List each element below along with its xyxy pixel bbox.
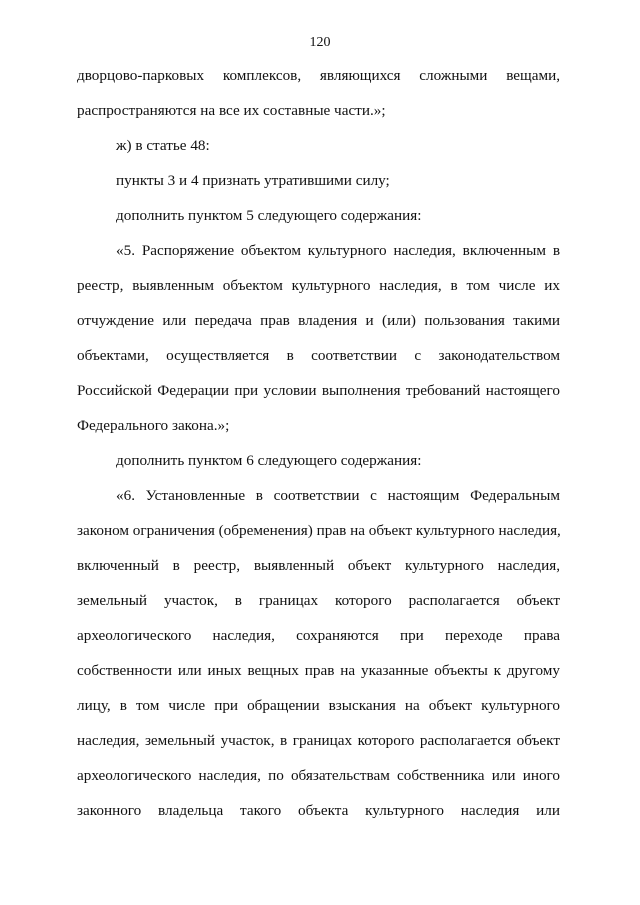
text-line: «6. Установленные в соответствии с настоящим Федеральным	[116, 487, 560, 504]
text-line: лицу, в том числе при обращении взыскания на объект культурного	[77, 697, 560, 714]
text-line: археологического наследия, по обязательствам собственника или иного	[77, 767, 560, 784]
text-line: законом ограничения (обременения) прав на объект культурного наследия,	[77, 522, 561, 539]
text-line: земельный участок, в границах которого располагается объект	[77, 592, 560, 609]
text-line: отчуждение или передача прав владения и (или) пользования такими	[77, 312, 560, 329]
text-line: реестр, выявленным объектом культурного наследия, в том числе их	[77, 277, 560, 294]
page-number: 120	[309, 35, 331, 50]
text-line: дворцово-парковых комплексов, являющихся сложными вещами,	[77, 67, 560, 84]
text-line: объектами, осуществляется в соответствии с законодательством	[77, 347, 560, 364]
text-line: наследия, земельный участок, в границах которого располагается объект	[77, 732, 560, 749]
text-line: Российской Федерации при условии выполнения требований настоящего	[77, 382, 560, 399]
text-line: дополнить пунктом 6 следующего содержания:	[116, 452, 422, 469]
text-line: Федерального закона.»;	[77, 417, 230, 434]
text-line: дополнить пунктом 5 следующего содержания:	[116, 207, 422, 224]
text-line: ж) в статье 48:	[116, 137, 210, 154]
text-line: законного владельца такого объекта культурного наследия или	[77, 802, 560, 819]
text-line: включенный в реестр, выявленный объект культурного наследия,	[77, 557, 560, 574]
text-line: собственности или иных вещных прав на указанные объекты к другому	[77, 662, 560, 679]
text-line: пункты 3 и 4 признать утратившими силу;	[116, 172, 390, 189]
text-line: распространяются на все их составные части.»;	[77, 102, 386, 119]
text-line: археологического наследия, сохраняются при переходе права	[77, 627, 560, 644]
text-line: «5. Распоряжение объектом культурного наследия, включенным в	[116, 242, 560, 259]
